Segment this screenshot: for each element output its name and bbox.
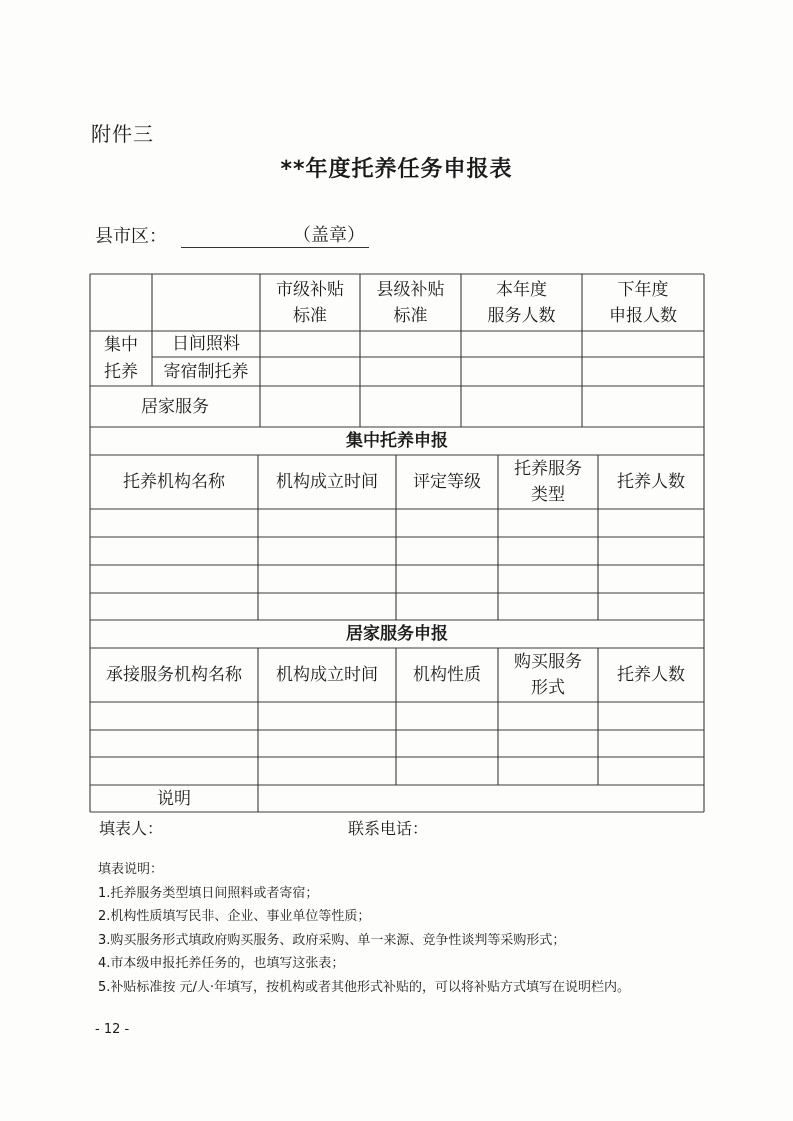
row-residential-care: 寄宿制托养 bbox=[163, 361, 249, 382]
instruction-item: 4.市本级申报托养任务的，也填写这张表； bbox=[98, 956, 345, 971]
instruction-item: 3.购买服务形式填政府购买服务、政府采购、单一来源、竞争性谈判等采购形式； bbox=[98, 932, 566, 948]
instructions-heading: 填表说明： bbox=[98, 862, 164, 877]
form-title: **年度托养任务申报表 bbox=[280, 157, 513, 182]
col-county-subsidy: 县级补贴 标准 bbox=[376, 279, 445, 326]
col-this-year-count: 本年度 服务人数 bbox=[487, 279, 556, 326]
col-next-year-count: 下年度 申报人数 bbox=[609, 279, 677, 326]
col-purchase-form: 购买服务 形式 bbox=[514, 652, 582, 698]
section-home-title: 居家服务申报 bbox=[346, 624, 448, 644]
phone-label: 联系电话： bbox=[348, 819, 429, 838]
col-provider-founded: 机构成立时间 bbox=[276, 665, 378, 685]
county-label: 县市区： bbox=[95, 226, 167, 247]
col-founded-time: 机构成立时间 bbox=[276, 472, 378, 492]
page-number: - 12 - bbox=[95, 1022, 130, 1037]
group-central-label: 集中 托养 bbox=[104, 334, 138, 382]
row-day-care: 日间照料 bbox=[172, 334, 240, 354]
attachment-label: 附件三 bbox=[91, 122, 154, 146]
instruction-item: 2.机构性质填写民非、企业、事业单位等性质； bbox=[98, 909, 371, 924]
col-care-count: 托养人数 bbox=[617, 472, 685, 492]
instruction-item: 5.补贴标准按 元/人·年填写，按机构或者其他形式补贴的，可以将补贴方式填写在说明栏内。 bbox=[98, 979, 631, 995]
row-home-service: 居家服务 bbox=[141, 396, 209, 417]
instruction-item: 1.托养服务类型填日间照料或者寄宿； bbox=[98, 885, 319, 901]
remark-label: 说明 bbox=[157, 788, 191, 809]
col-institution-name: 托养机构名称 bbox=[123, 472, 225, 492]
filler-label: 填表人： bbox=[99, 819, 164, 838]
instructions bbox=[98, 858, 630, 999]
col-service-type: 托养服务 类型 bbox=[514, 459, 582, 505]
col-city-subsidy: 市级补贴 标准 bbox=[276, 279, 344, 326]
col-provider-nature: 机构性质 bbox=[413, 665, 481, 685]
seal-label: （盖章） bbox=[293, 225, 365, 246]
col-rating: 评定等级 bbox=[413, 472, 481, 492]
section-central-title: 集中托养申报 bbox=[346, 431, 448, 451]
col-home-care-count: 托养人数 bbox=[617, 665, 685, 685]
col-provider-name: 承接服务机构名称 bbox=[106, 665, 242, 685]
